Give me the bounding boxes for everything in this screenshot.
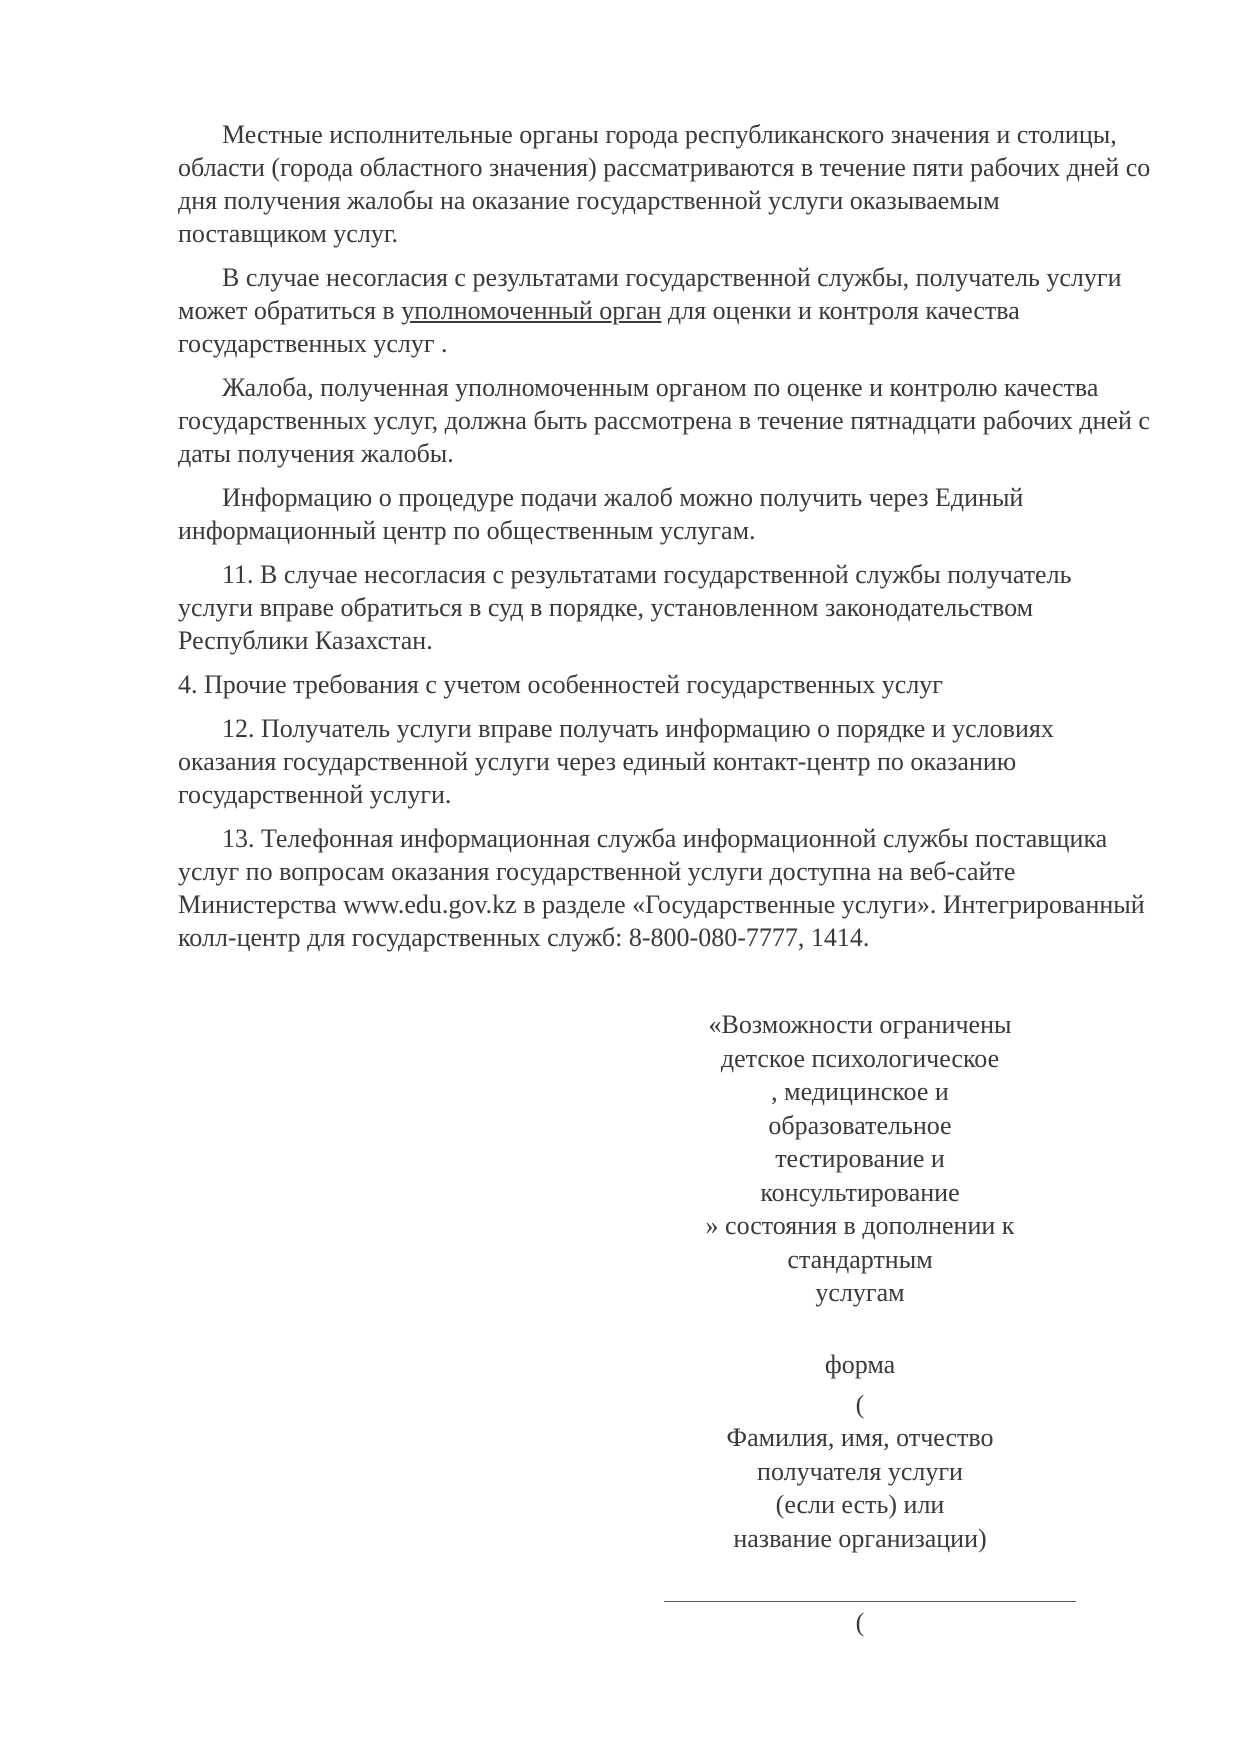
paragraph-disagreement-text-start: В случае несогласия с результатами государственной службы, получатель услуги может обратиться в: [178, 263, 1122, 325]
paragraph-11-court: 11. В случае несогласия с результатами государственной службы получатель услуги вправе обратиться в суд в порядке, установленном законодательством Республики Казахстан.: [178, 560, 1072, 655]
appendix-line: стандартным: [787, 1244, 933, 1274]
appendix-caption: [640, 1008, 1080, 1310]
appendix-line: тестирование и: [775, 1144, 945, 1173]
paragraph-disagreement: [178, 261, 1153, 360]
form-recipient-line: Фамилия, имя, отчество: [726, 1423, 994, 1452]
form-recipient-line: получателя услуги: [757, 1456, 963, 1486]
appendix-line: детское психологическое: [720, 1043, 1000, 1073]
form-recipient-line: (если есть) или: [775, 1490, 945, 1519]
appendix-line: » состояния в дополнении к: [705, 1211, 1015, 1240]
appendix-line: консультирование: [760, 1177, 960, 1207]
paragraph-complaint-info: Информацию о процедуре подачи жалоб можно получить через Единый информационный центр по общественным услугам.: [178, 483, 1024, 545]
form-paren-open: (: [855, 1389, 865, 1419]
paragraph-13-phone-service: 13. Телефонная информационная служба информационной службы поставщика услуг по вопросам оказания государственной услуги доступна на веб-сайте Министерства www.edu.gov.kz в разделе «Государственные услуги». Интегрированный колл-центр для государственных служб: 8-800-080-7777, 1414.: [178, 824, 1145, 952]
paragraph-12-contact-center: 12. Получатель услуги вправе получать информацию о порядке и условиях оказания государственной услуги через единый контакт-центр по оказанию государственной услуги.: [178, 714, 1054, 809]
paragraph-complaint-review: Жалоба, полученная уполномоченным органом по оценке и контролю качества государственных услуг, должна быть рассмотрена в течение пятнадцати рабочих дней с даты получения жалобы.: [178, 373, 1150, 468]
authorized-body-link[interactable]: уполномоченный орган: [401, 296, 662, 325]
document-body: [178, 118, 1153, 965]
section-4-heading: 4. Прочие требования с учетом особенностей государственных услуг: [178, 670, 943, 699]
appendix-line: услугам: [815, 1278, 905, 1307]
form-title: форма: [824, 1350, 896, 1379]
form-header: [640, 1348, 1080, 1555]
form-paren-bottom: (: [855, 1608, 865, 1637]
paragraph-disagreement-text-end: для оценки и контроля качества государственных услуг .: [178, 296, 1020, 358]
appendix-line: образовательное: [768, 1110, 952, 1140]
signature-underline: [664, 1601, 1076, 1602]
appendix-line: , медицинское и: [771, 1077, 949, 1106]
paragraph-local-authorities: Местные исполнительные органы города республиканского значения и столицы, области (города областного значения) рассматриваются в течение пяти рабочих дней со дня получения жалобы на оказание государственной услуги оказываемым поставщиком услуг.: [178, 120, 1151, 248]
appendix-line: «Возможности ограничены: [708, 1010, 1012, 1039]
form-recipient-line: название организации): [733, 1523, 987, 1553]
